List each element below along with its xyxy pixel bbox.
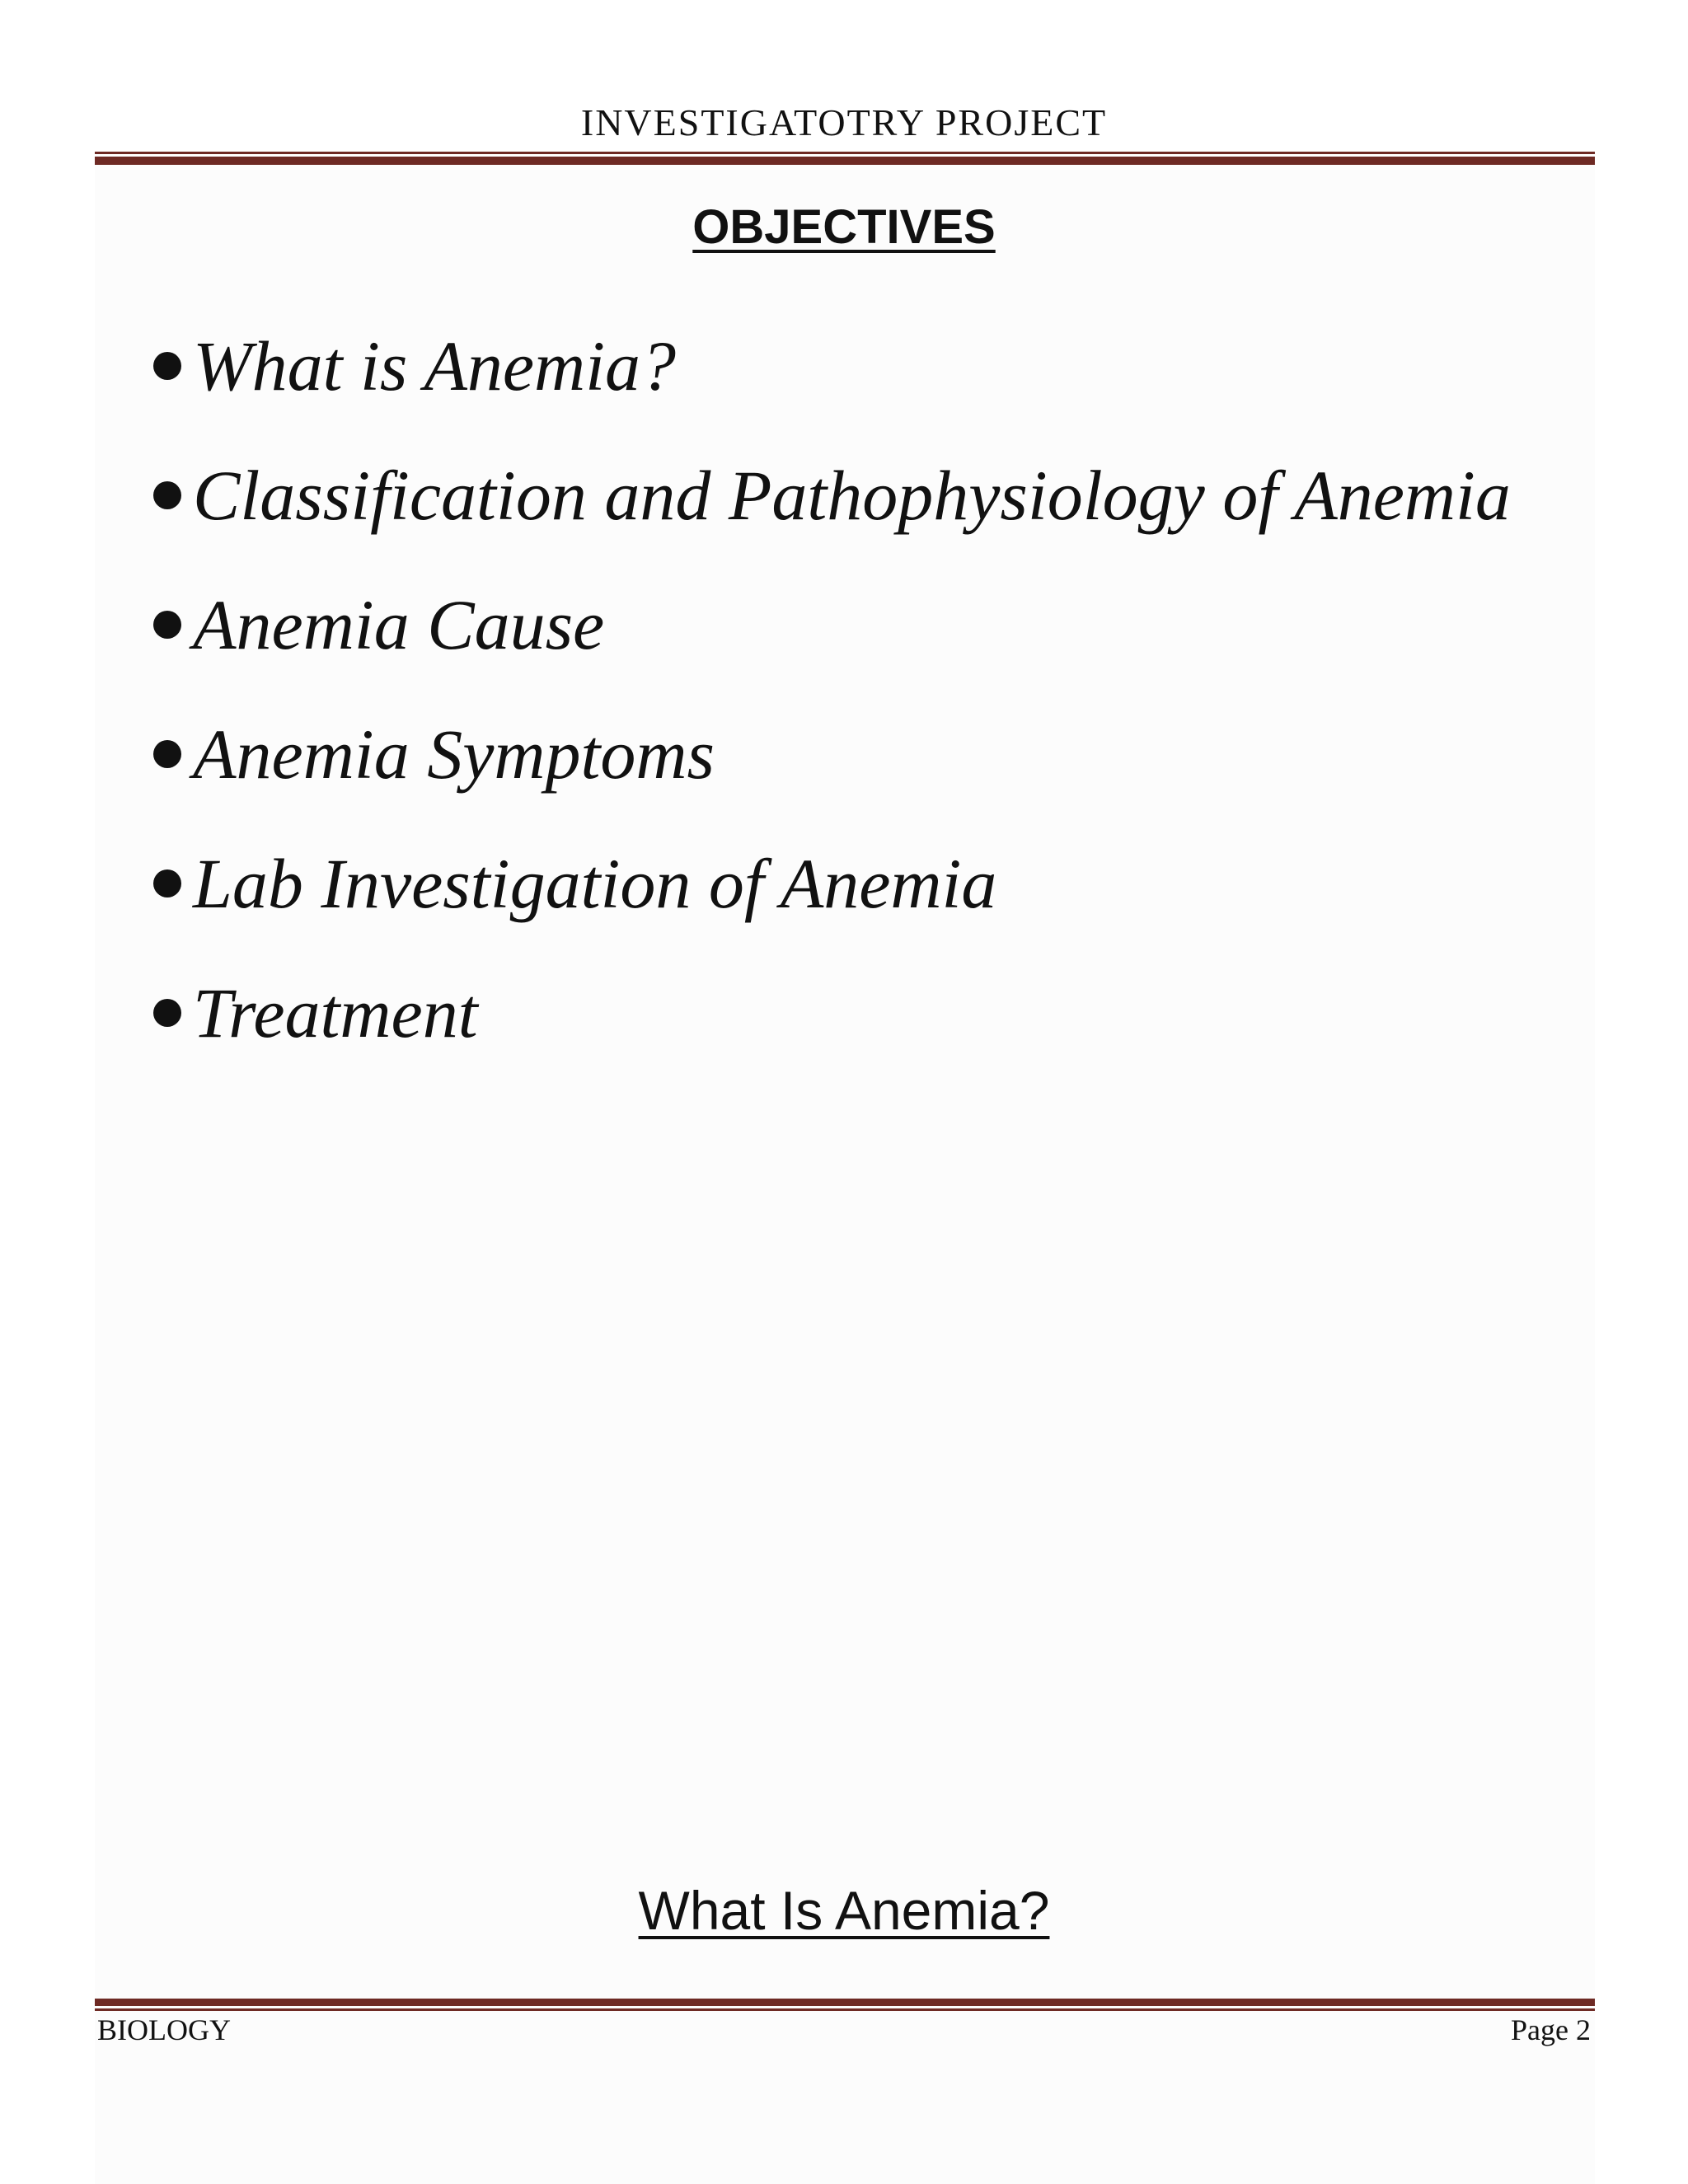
list-item [153,560,1511,689]
objective-label: Anemia Symptoms [193,714,715,794]
list-item [153,430,1511,560]
objectives-heading: OBJECTIVES [692,200,996,254]
header-divider [95,152,1595,165]
objective-label: What is Anemia? [193,326,677,405]
objective-label: Classification and Pathophysiology of Anemia [193,455,1511,535]
objectives-list [153,301,1511,1077]
bullet-icon [153,611,181,639]
bullet-icon [153,481,181,509]
objective-label: Lab Investigation of Anemia [193,843,997,923]
bullet-icon [153,869,181,898]
header-title: INVESTIGATOTRY PROJECT [580,101,1108,143]
bullet-icon [153,352,181,380]
list-item [153,818,1511,948]
list-item [153,689,1511,818]
page-number: Page 2 [1511,2013,1591,2046]
objective-label: Anemia Cause [193,584,605,664]
footer-divider [95,1999,1595,2011]
list-item [153,301,1511,430]
list-item [153,948,1511,1077]
bullet-icon [153,740,181,768]
footer-subject: BIOLOGY [97,2013,231,2046]
section-heading: What Is Anemia? [638,1880,1050,1941]
objective-label: Treatment [193,972,478,1052]
bullet-icon [153,999,181,1027]
